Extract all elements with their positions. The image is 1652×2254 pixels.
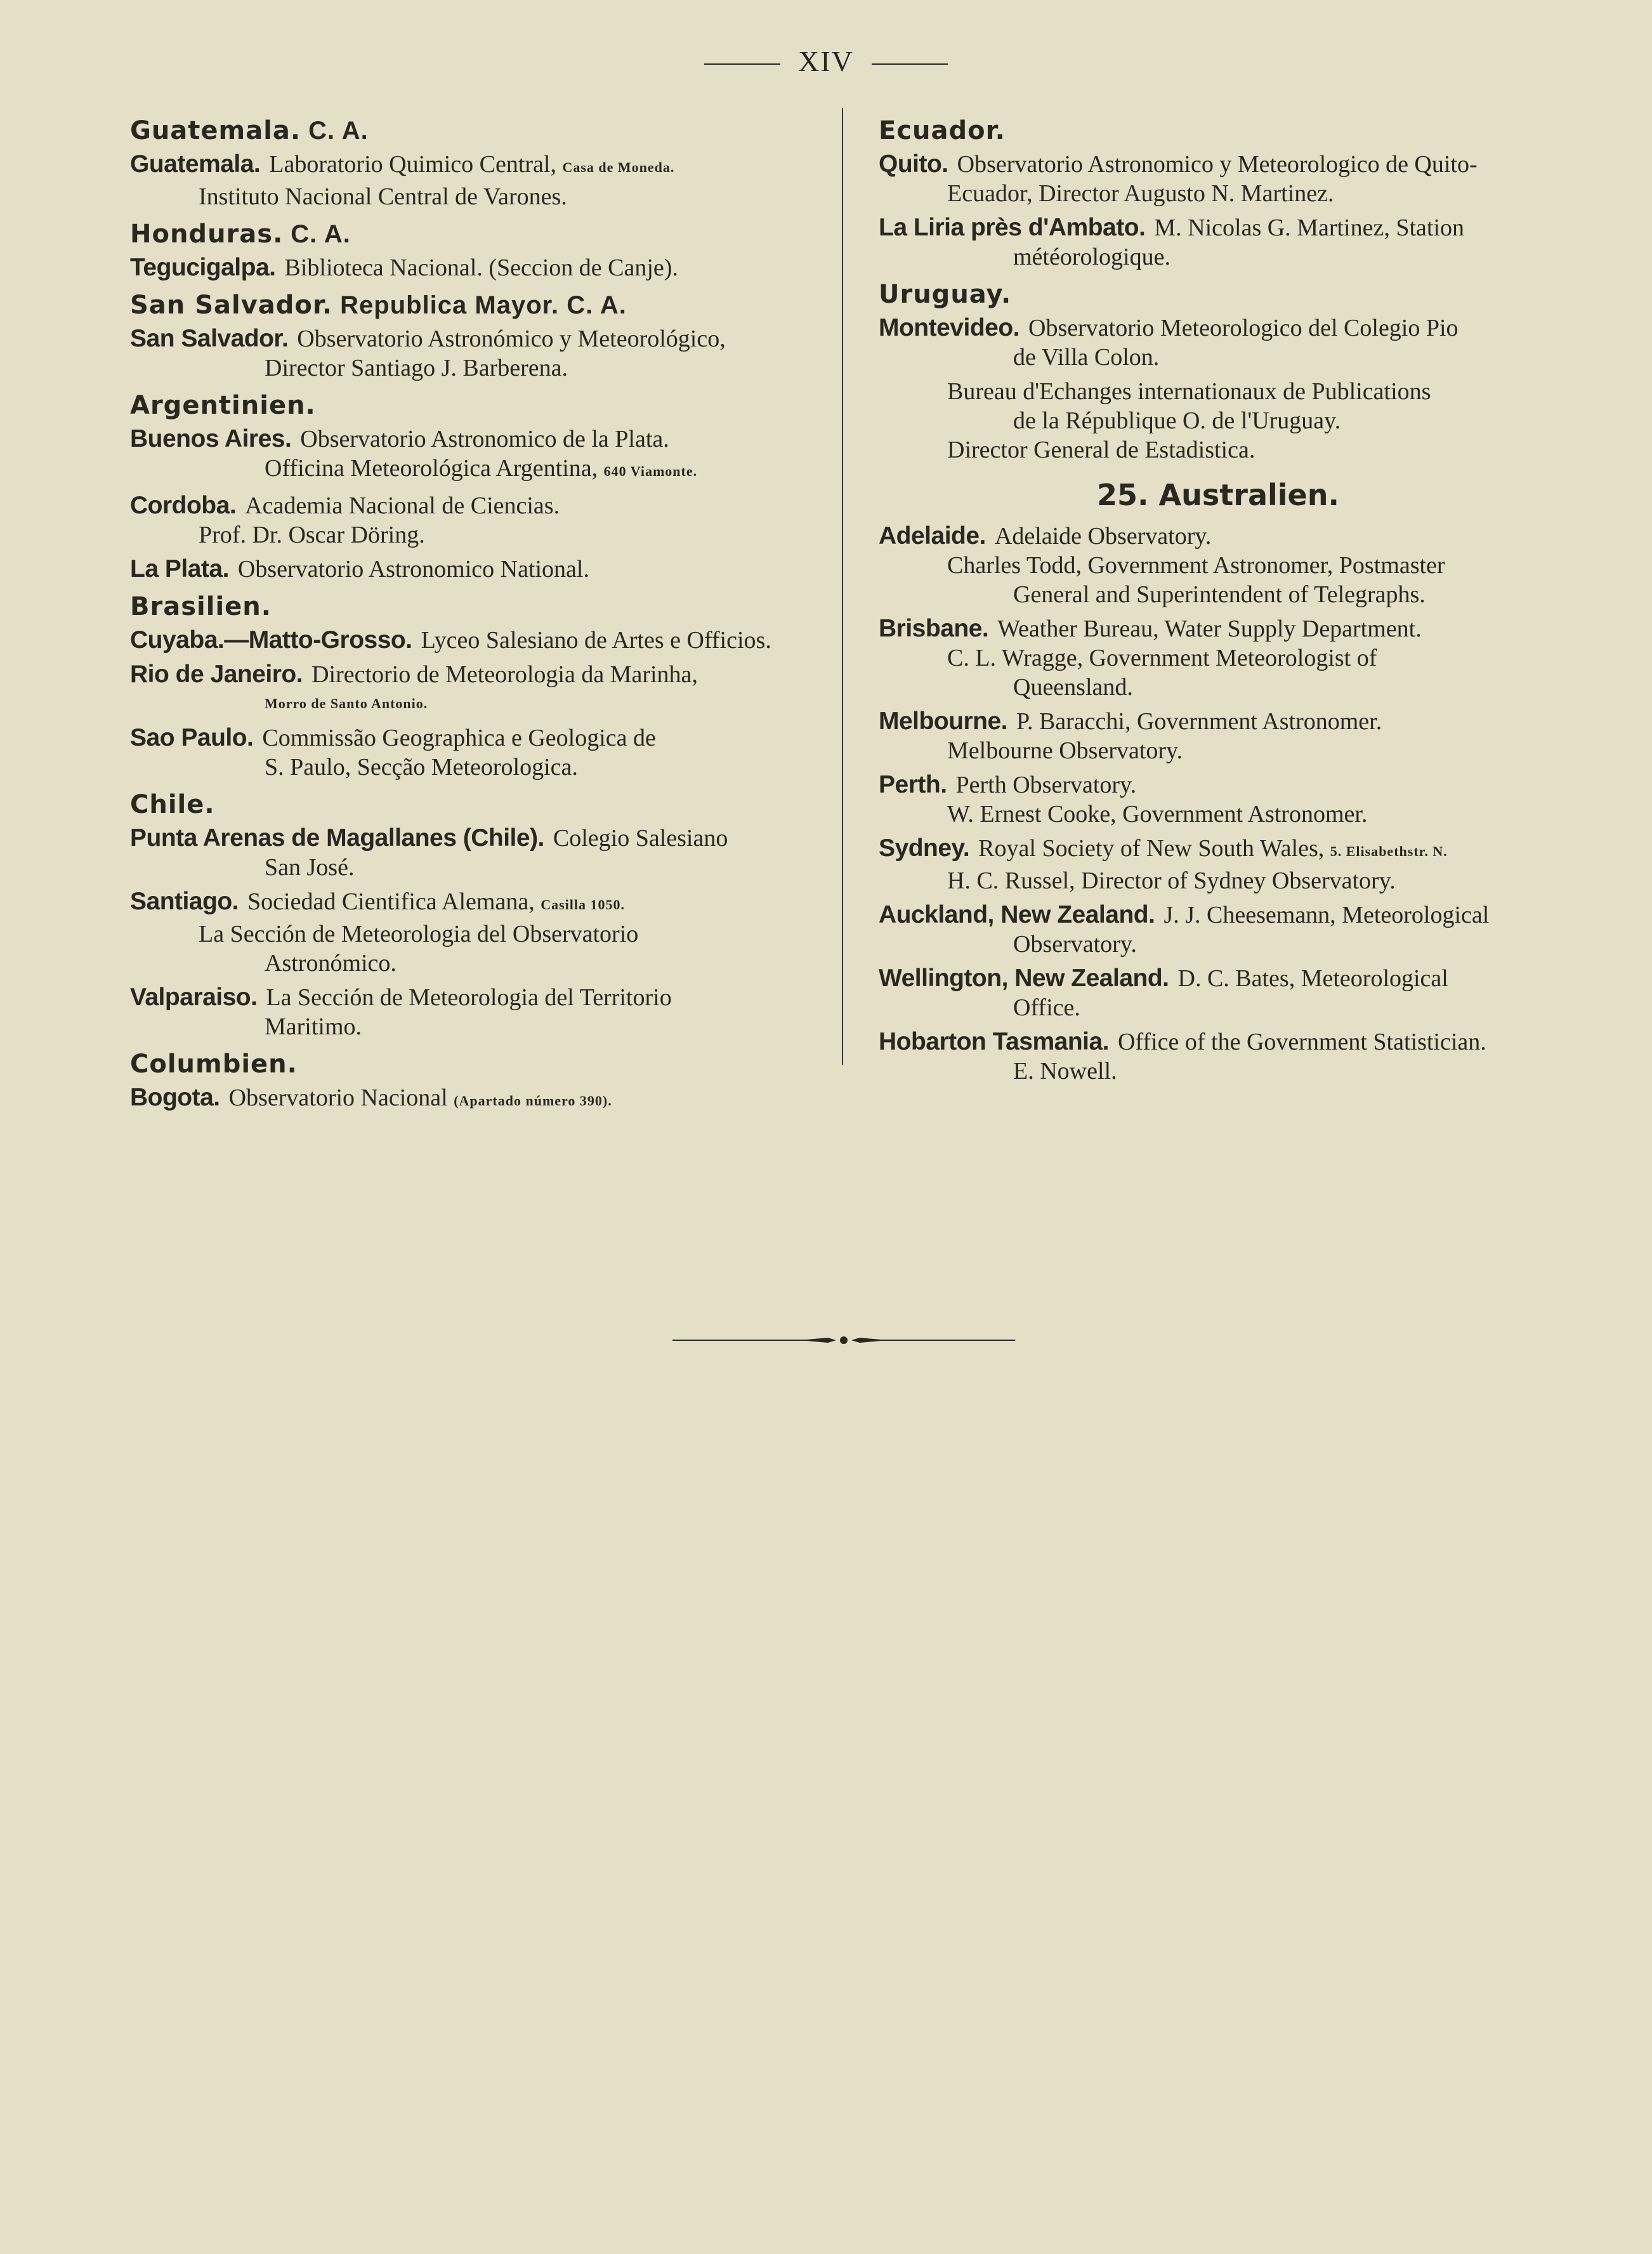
country-heading	[879, 114, 1557, 147]
entry-city: Buenos Aires.	[130, 425, 292, 452]
entry-text: Directorio de Meteorologia da Marinha,	[311, 661, 698, 688]
ornament-leaf-left	[799, 1338, 836, 1343]
entry-city: Montevideo.	[879, 314, 1020, 341]
entry-line: San José.	[265, 854, 355, 881]
entry-city: Auckland, New Zealand.	[879, 901, 1155, 928]
entry-small: Casa de Moneda.	[562, 159, 675, 175]
entry-line: Maritimo.	[265, 1013, 362, 1040]
country-name: San Salvador.	[130, 291, 333, 320]
entry-text: Observatorio Astronomico National.	[237, 556, 589, 583]
country-suffix: Republica Mayor. C. A.	[340, 291, 627, 319]
entry-hobarton	[879, 1027, 1557, 1086]
entry-santiago	[130, 887, 809, 978]
entry-small: Casilla 1050.	[541, 897, 626, 913]
entry-small: 5. Elisabethstr. N.	[1330, 843, 1448, 859]
entry-small: 640 Viamonte.	[603, 463, 698, 479]
entry-text: Sociedad Cientifica Alemana,	[247, 888, 535, 915]
column-divider	[842, 108, 843, 1065]
entry-line: S. Paulo, Secção Meteorologica.	[265, 754, 578, 781]
entry-wellington	[879, 964, 1557, 1022]
entry-line-text: Officina Meteorológica Argentina,	[265, 455, 598, 482]
entry-city: Brisbane.	[879, 615, 989, 642]
entry-city: Hobarton Tasmania.	[879, 1028, 1110, 1055]
entry-line: Melbourne Observatory.	[947, 737, 1183, 764]
country-name: Uruguay.	[879, 280, 1012, 309]
entry-text: M. Nicolas G. Martinez, Station	[1154, 214, 1464, 241]
entry-guatemala	[130, 150, 809, 211]
left-column	[130, 108, 809, 1121]
entry-small: Morro de Santo Antonio.	[265, 695, 428, 711]
entry-city: Sydney.	[879, 834, 970, 862]
country-suffix: C. A.	[308, 117, 369, 145]
entry-line: Charles Todd, Government Astronomer, Postmaster	[947, 552, 1445, 579]
right-column	[879, 108, 1557, 1091]
entry-city: Melbourne.	[879, 708, 1008, 735]
country-heading	[130, 389, 809, 422]
country-name: Argentinien.	[130, 391, 316, 420]
entry-melbourne	[879, 707, 1557, 765]
entry-line: C. L. Wragge, Government Meteorologist of	[947, 645, 1377, 671]
section-ornament	[672, 1333, 1015, 1348]
entry-la-liria	[879, 213, 1557, 272]
section-heading: 25. Australien.	[1097, 478, 1339, 512]
header-rule-left	[704, 63, 780, 65]
entry-city: Guatemala.	[130, 150, 261, 178]
entry-line: La Sección de Meteorologia del Observatorio	[199, 921, 639, 947]
entry-text: J. J. Cheesemann, Meteorological	[1164, 902, 1490, 928]
entry-line: Astronómico.	[265, 950, 397, 977]
entry-city: Bogota.	[130, 1084, 220, 1111]
country-name: Chile.	[130, 790, 215, 819]
country-heading	[130, 289, 809, 322]
entry-text: Royal Society of New South Wales,	[978, 835, 1325, 862]
country-name: Guatemala.	[130, 116, 301, 145]
entry-city: Perth.	[879, 771, 947, 798]
entry-text: Observatorio Astronómico y Meteorológico,	[297, 326, 726, 352]
entry-line: météorologique.	[1013, 244, 1170, 270]
entry-text: Lyceo Salesiano de Artes e Officios.	[421, 627, 771, 654]
entry-city: Cuyaba.—Matto-Grosso.	[130, 626, 412, 654]
country-heading	[130, 114, 809, 147]
entry-city: Quito.	[879, 150, 948, 178]
entry-line: de Villa Colon.	[1013, 344, 1160, 371]
entry-quito	[879, 150, 1557, 208]
entry-sao-paulo	[130, 723, 809, 782]
page-number: XIV	[798, 45, 854, 77]
entry-small: (Apartado número 390).	[454, 1093, 612, 1109]
country-name: Honduras.	[130, 220, 284, 249]
entry-rio	[130, 660, 809, 718]
entry-line: Office.	[1013, 994, 1080, 1021]
entry-line: Bureau d'Echanges internationaux de Publications	[947, 378, 1431, 405]
entry-city: Valparaiso.	[130, 984, 258, 1011]
entry-line: General and Superintendent of Telegraphs.	[1013, 581, 1426, 608]
entry-line	[130, 454, 809, 486]
entry-la-plata	[130, 555, 809, 584]
entry-san-salvador	[130, 324, 809, 383]
entry-text: Commissão Geographica e Geologica de	[262, 725, 656, 751]
entry-line: W. Ernest Cooke, Government Astronomer.	[947, 801, 1368, 827]
entry-city: Tegucigalpa.	[130, 254, 276, 281]
entry-text: Perth Observatory.	[955, 772, 1137, 798]
entry-text: Observatorio Nacional	[228, 1084, 448, 1111]
entry-line: Queensland.	[1013, 674, 1133, 701]
country-heading	[879, 278, 1557, 311]
entry-city: Punta Arenas de Magallanes (Chile).	[130, 824, 544, 852]
entry-city: Wellington, New Zealand.	[879, 965, 1169, 992]
entry-text: P. Baracchi, Government Astronomer.	[1016, 708, 1382, 735]
entry-text: Academia Nacional de Ciencias.	[245, 492, 560, 519]
entry-city: Adelaide.	[879, 522, 986, 550]
country-heading	[130, 590, 809, 623]
entry-line: Director General de Estadistica.	[947, 437, 1255, 463]
entry-bogota	[130, 1083, 809, 1116]
country-heading	[130, 1048, 809, 1081]
country-name: Columbien.	[130, 1050, 298, 1079]
entry-text: Observatorio Astronomico de la Plata.	[300, 426, 669, 452]
entry-montevideo	[879, 313, 1557, 465]
entry-auckland	[879, 900, 1557, 959]
header-rule-right	[872, 63, 948, 65]
entry-text: La Sección de Meteorologia del Territorio	[266, 984, 672, 1011]
entry-line: E. Nowell.	[1013, 1058, 1117, 1084]
entry-sydney	[879, 834, 1557, 895]
entry-text: Colegio Salesiano	[553, 825, 728, 852]
entry-text: Weather Bureau, Water Supply Department.	[997, 616, 1422, 642]
entry-line: Instituto Nacional Central de Varones.	[199, 183, 567, 210]
entry-buenos-aires	[130, 425, 809, 486]
entry-text: D. C. Bates, Meteorological	[1177, 965, 1448, 992]
entry-city: Sao Paulo.	[130, 724, 254, 751]
entry-text: Laboratorio Quimico Central,	[269, 151, 556, 178]
entry-city: Cordoba.	[130, 492, 237, 519]
entry-text: Observatorio Astronomico y Meteorologico de Quito-	[957, 151, 1478, 178]
page-header	[0, 44, 1652, 78]
entry-line: de la République O. de l'Uruguay.	[1013, 407, 1341, 434]
entry-valparaiso	[130, 983, 809, 1041]
entry-line: Prof. Dr. Oscar Döring.	[199, 522, 425, 548]
entry-city: La Liria près d'Ambato.	[879, 214, 1146, 241]
entry-line: Director Santiago J. Barberena.	[265, 355, 568, 381]
country-name: Ecuador.	[879, 116, 1006, 145]
entry-tegucigalpa	[130, 253, 809, 282]
entry-punta-arenas	[130, 824, 809, 882]
entry-line: Observatory.	[1013, 931, 1137, 958]
entry-adelaide	[879, 522, 1557, 609]
entry-brisbane	[879, 614, 1557, 702]
ornament-dot	[840, 1336, 848, 1344]
entry-text: Biblioteca Nacional. (Seccion de Canje).	[284, 254, 678, 281]
entry-city: Santiago.	[130, 888, 239, 915]
entry-city: Rio de Janeiro.	[130, 661, 303, 688]
country-suffix: C. A.	[291, 220, 351, 248]
entry-city: La Plata.	[130, 555, 229, 583]
country-name: Brasilien.	[130, 592, 272, 621]
entry-text: Observatorio Meteorologico del Colegio Pio	[1028, 315, 1459, 341]
entry-text: Adelaide Observatory.	[994, 523, 1212, 550]
entry-text: Office of the Government Statistician.	[1118, 1029, 1486, 1055]
country-heading	[130, 218, 809, 251]
entry-cordoba	[130, 491, 809, 550]
country-heading	[130, 788, 809, 821]
entry-city: San Salvador.	[130, 325, 289, 352]
entry-line: Ecuador, Director Augusto N. Martinez.	[947, 180, 1334, 207]
entry-line: H. C. Russel, Director of Sydney Observatory.	[947, 867, 1396, 894]
entry-perth	[879, 770, 1557, 829]
entry-cuyaba	[130, 626, 809, 655]
